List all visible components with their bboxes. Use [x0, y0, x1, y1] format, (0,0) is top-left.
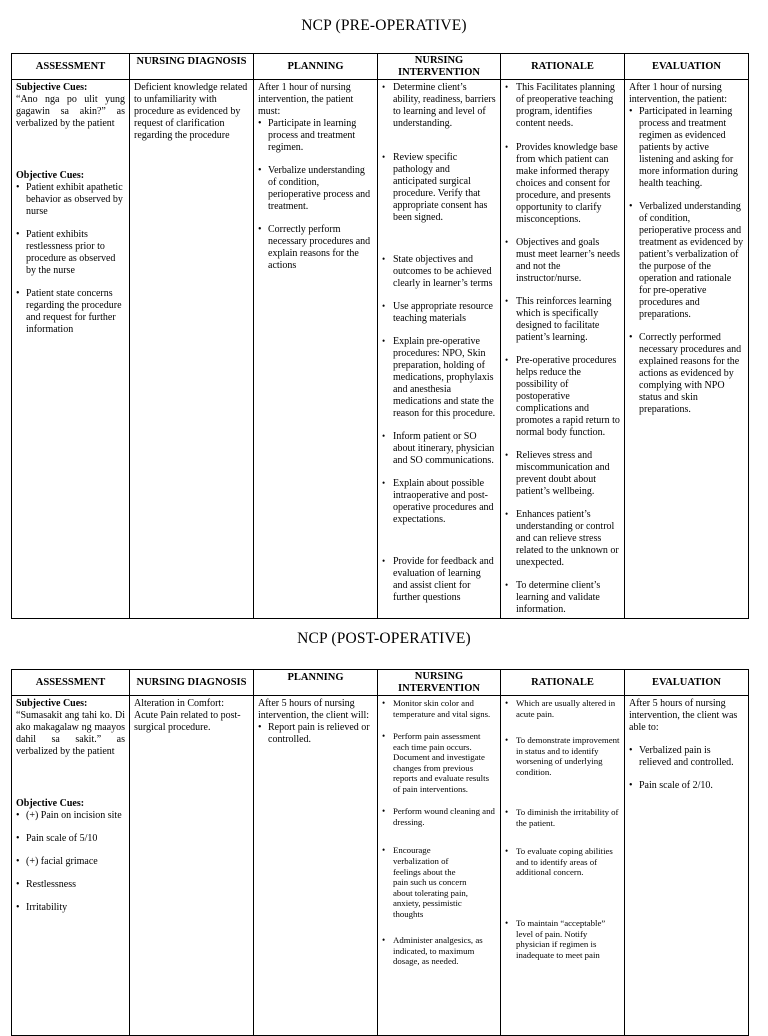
- intervention-item: • Perform wound cleaning and dressing.: [382, 806, 496, 827]
- objective-cues-list: [16, 182, 125, 336]
- header-assessment: ASSESSMENT: [12, 670, 130, 696]
- intervention-item: • Inform patient or SO about itinerary, physician and SO communications.: [382, 431, 496, 467]
- evaluation-intro: After 5 hours of nursing intervention, the client was able to:: [629, 698, 738, 733]
- objective-cue: • Patient exhibit apathetic behavior as observed by nurse: [16, 182, 125, 218]
- rationale-item: • Relieves stress and miscommunication and prevent doubt about patient’s wellbeing.: [505, 450, 620, 498]
- rationale-item: • Provides knowledge base from which patient can make informed therapy choices and consent for procedure, and presents opportunity to clarify misconceptions.: [505, 142, 620, 226]
- pre-op-intervention-cell: [378, 80, 501, 619]
- header-planning: PLANNING: [254, 54, 378, 80]
- intervention-item: • Encourage verbalization of feelings about the pain such us concern about tolerating pain, anxiety, pessimistic thoughts: [382, 845, 496, 919]
- header-nursing-diagnosis: NURSING DIAGNOSIS: [130, 670, 254, 696]
- objective-cue: • Pain scale of 5/10: [16, 833, 125, 845]
- objective-cues-label: Objective Cues:: [16, 798, 85, 809]
- header-rationale: RATIONALE: [501, 54, 625, 80]
- intervention-item: • State objectives and outcomes to be achieved clearly in learner’s terms: [382, 254, 496, 290]
- header-nursing-diagnosis: NURSING DIAGNOSIS: [130, 54, 254, 80]
- rationale-item: • To determine client’s learning and validate information.: [505, 580, 620, 616]
- evaluation-item: • Verbalized understanding of condition, perioperative process and treatment as evidenced by patient’s verbalization of the purpose of the operation and rationale for pre-operative procedures and preparations.: [629, 201, 744, 321]
- intervention-item: • Provide for feedback and evaluation of learning and assist client for further questions: [382, 556, 496, 604]
- objective-cues-label: Objective Cues:: [16, 170, 85, 181]
- post-op-assessment-cell: [12, 696, 130, 1036]
- post-op-body-row: [12, 696, 749, 1036]
- intervention-item: • Review specific pathology and anticipated surgical procedure. Verify that appropriate consent has been signed.: [382, 152, 496, 224]
- rationale-item: • Objectives and goals must meet learner’s needs and not the instructor/nurse.: [505, 237, 620, 285]
- planning-intro: After 5 hours of nursing intervention, the client will:: [258, 698, 370, 721]
- header-assessment: ASSESSMENT: [12, 54, 130, 80]
- header-planning: PLANNING: [254, 670, 378, 696]
- planning-goal: • Verbalize understanding of condition, perioperative process and treatment.: [258, 165, 373, 213]
- pre-op-title: NCP (PRE-OPERATIVE): [301, 17, 467, 34]
- header-evaluation: EVALUATION: [625, 54, 749, 80]
- planning-goal: • Participate in learning process and treatment regimen.: [258, 118, 373, 154]
- subjective-cues-text: “Ano nga po ulit yung gagawin sa akin?” as verbalized by the patient: [16, 94, 125, 129]
- objective-cue: • Patient exhibits restlessness prior to procedure as observed by the nurse: [16, 229, 125, 277]
- rationale-list: [505, 698, 620, 960]
- rationale-list: [505, 82, 620, 616]
- header-rationale: RATIONALE: [501, 670, 625, 696]
- rationale-item: • To diminish the irritability of the patient.: [505, 807, 620, 828]
- nursing-diagnosis-text: Alteration in Comfort: Acute Pain related to post-surgical procedure.: [134, 698, 241, 733]
- pre-op-rationale-cell: [501, 80, 625, 619]
- post-op-planning-cell: [254, 696, 378, 1036]
- header-evaluation: EVALUATION: [625, 670, 749, 696]
- intervention-item: • Administer analgesics, as indicated, to maximum dosage, as needed.: [382, 935, 496, 967]
- intervention-item: • Perform pain assessment each time pain occurs. Document and investigate changes from previous reports and evaluate results of pain interventions.: [382, 731, 496, 794]
- intervention-item: • Explain pre-operative procedures: NPO, Skin preparation, holding of medications, prophylaxis and anesthesia medications and state the reason for this procedure.: [382, 336, 496, 420]
- objective-cue: • Patient state concerns regarding the procedure and request for further information: [16, 288, 125, 336]
- post-op-intervention-cell: [378, 696, 501, 1036]
- evaluation-item: • Participated in learning process and treatment regimen as evidenced patients by active listening and asking for more information during health teaching.: [629, 106, 744, 190]
- intervention-item: • Explain about possible intraoperative and post-operative procedures and expectations.: [382, 478, 496, 526]
- subjective-cues-text: “Sumasakit ang tahi ko. Di ako makagalaw ng maayos dahil sa sakit.” as verbalized by the patient: [16, 710, 125, 757]
- subjective-cues-label: Subjective Cues:: [16, 82, 88, 93]
- nursing-diagnosis-text: Deficient knowledge related to unfamiliarity with procedure as evidenced by request of clarification regarding the procedure: [134, 82, 248, 141]
- planning-intro: After 1 hour of nursing intervention, the patient must:: [258, 82, 354, 117]
- header-nursing-intervention: NURSING INTERVENTION: [378, 54, 501, 80]
- objective-cue: • Restlessness: [16, 879, 125, 891]
- intervention-list: [382, 82, 496, 604]
- evaluation-list: [629, 106, 744, 416]
- objective-cue: • (+) facial grimace: [16, 856, 125, 868]
- pre-op-diagnosis-cell: [130, 80, 254, 619]
- post-op-evaluation-cell: [625, 696, 749, 1036]
- post-op-rationale-cell: [501, 696, 625, 1036]
- evaluation-item: • Correctly performed necessary procedures and explained reasons for the actions as evidenced by complying with NPO status and skin preparations.: [629, 332, 744, 416]
- planning-goal: • Correctly perform necessary procedures and explain reasons for the actions: [258, 224, 373, 272]
- rationale-item: • To demonstrate improvement in status and to identify worsening of underlying condition.: [505, 735, 620, 777]
- rationale-item: • To evaluate coping abilities and to identify areas of additional concern.: [505, 846, 620, 878]
- pre-op-header-row: [12, 54, 749, 80]
- objective-cues-list: [16, 810, 125, 914]
- pre-op-evaluation-cell: [625, 80, 749, 619]
- post-op-table: [11, 669, 749, 1036]
- pre-op-assessment-cell: [12, 80, 130, 619]
- rationale-item: • Pre-operative procedures helps reduce the possibility of postoperative complications and promotes a rapid return to normal body function.: [505, 355, 620, 439]
- evaluation-intro: After 1 hour of nursing intervention, the patient:: [629, 82, 728, 105]
- post-op-header-row: [12, 670, 749, 696]
- rationale-item: • This Facilitates planning of preoperative teaching program, identifies content needs.: [505, 82, 620, 130]
- header-nursing-intervention: NURSING INTERVENTION: [378, 670, 501, 696]
- pre-op-planning-cell: [254, 80, 378, 619]
- post-op-diagnosis-cell: [130, 696, 254, 1036]
- intervention-item: • Monitor skin color and temperature and vital signs.: [382, 698, 496, 719]
- rationale-item: • Enhances patient’s understanding or control and can relieve stress related to the unknown or unexpected.: [505, 509, 620, 569]
- pre-op-body-row: [12, 80, 749, 619]
- planning-goal: • Report pain is relieved or controlled.: [258, 722, 373, 746]
- rationale-item: • This reinforces learning which is specifically designed to facilitate patient’s learning.: [505, 296, 620, 344]
- evaluation-item: • Verbalized pain is relieved and controlled.: [629, 745, 744, 769]
- intervention-item: • Use appropriate resource teaching materials: [382, 301, 496, 325]
- planning-goals-list: [258, 118, 373, 272]
- objective-cue: • Irritability: [16, 902, 125, 914]
- evaluation-list: [629, 745, 744, 792]
- planning-goals-list: [258, 722, 373, 746]
- evaluation-item: • Pain scale of 2/10.: [629, 780, 744, 792]
- pre-op-table: [11, 53, 749, 619]
- post-op-title: NCP (POST-OPERATIVE): [297, 630, 471, 647]
- intervention-list: [382, 698, 496, 967]
- subjective-cues-label: Subjective Cues:: [16, 698, 88, 709]
- rationale-item: • Which are usually altered in acute pain.: [505, 698, 620, 719]
- objective-cue: • (+) Pain on incision site: [16, 810, 125, 822]
- intervention-item: • Determine client’s ability, readiness, barriers to learning and level of understanding.: [382, 82, 496, 130]
- rationale-item: • To maintain “acceptable” level of pain. Notify physician if regimen is inadequate to meet pain: [505, 918, 620, 960]
